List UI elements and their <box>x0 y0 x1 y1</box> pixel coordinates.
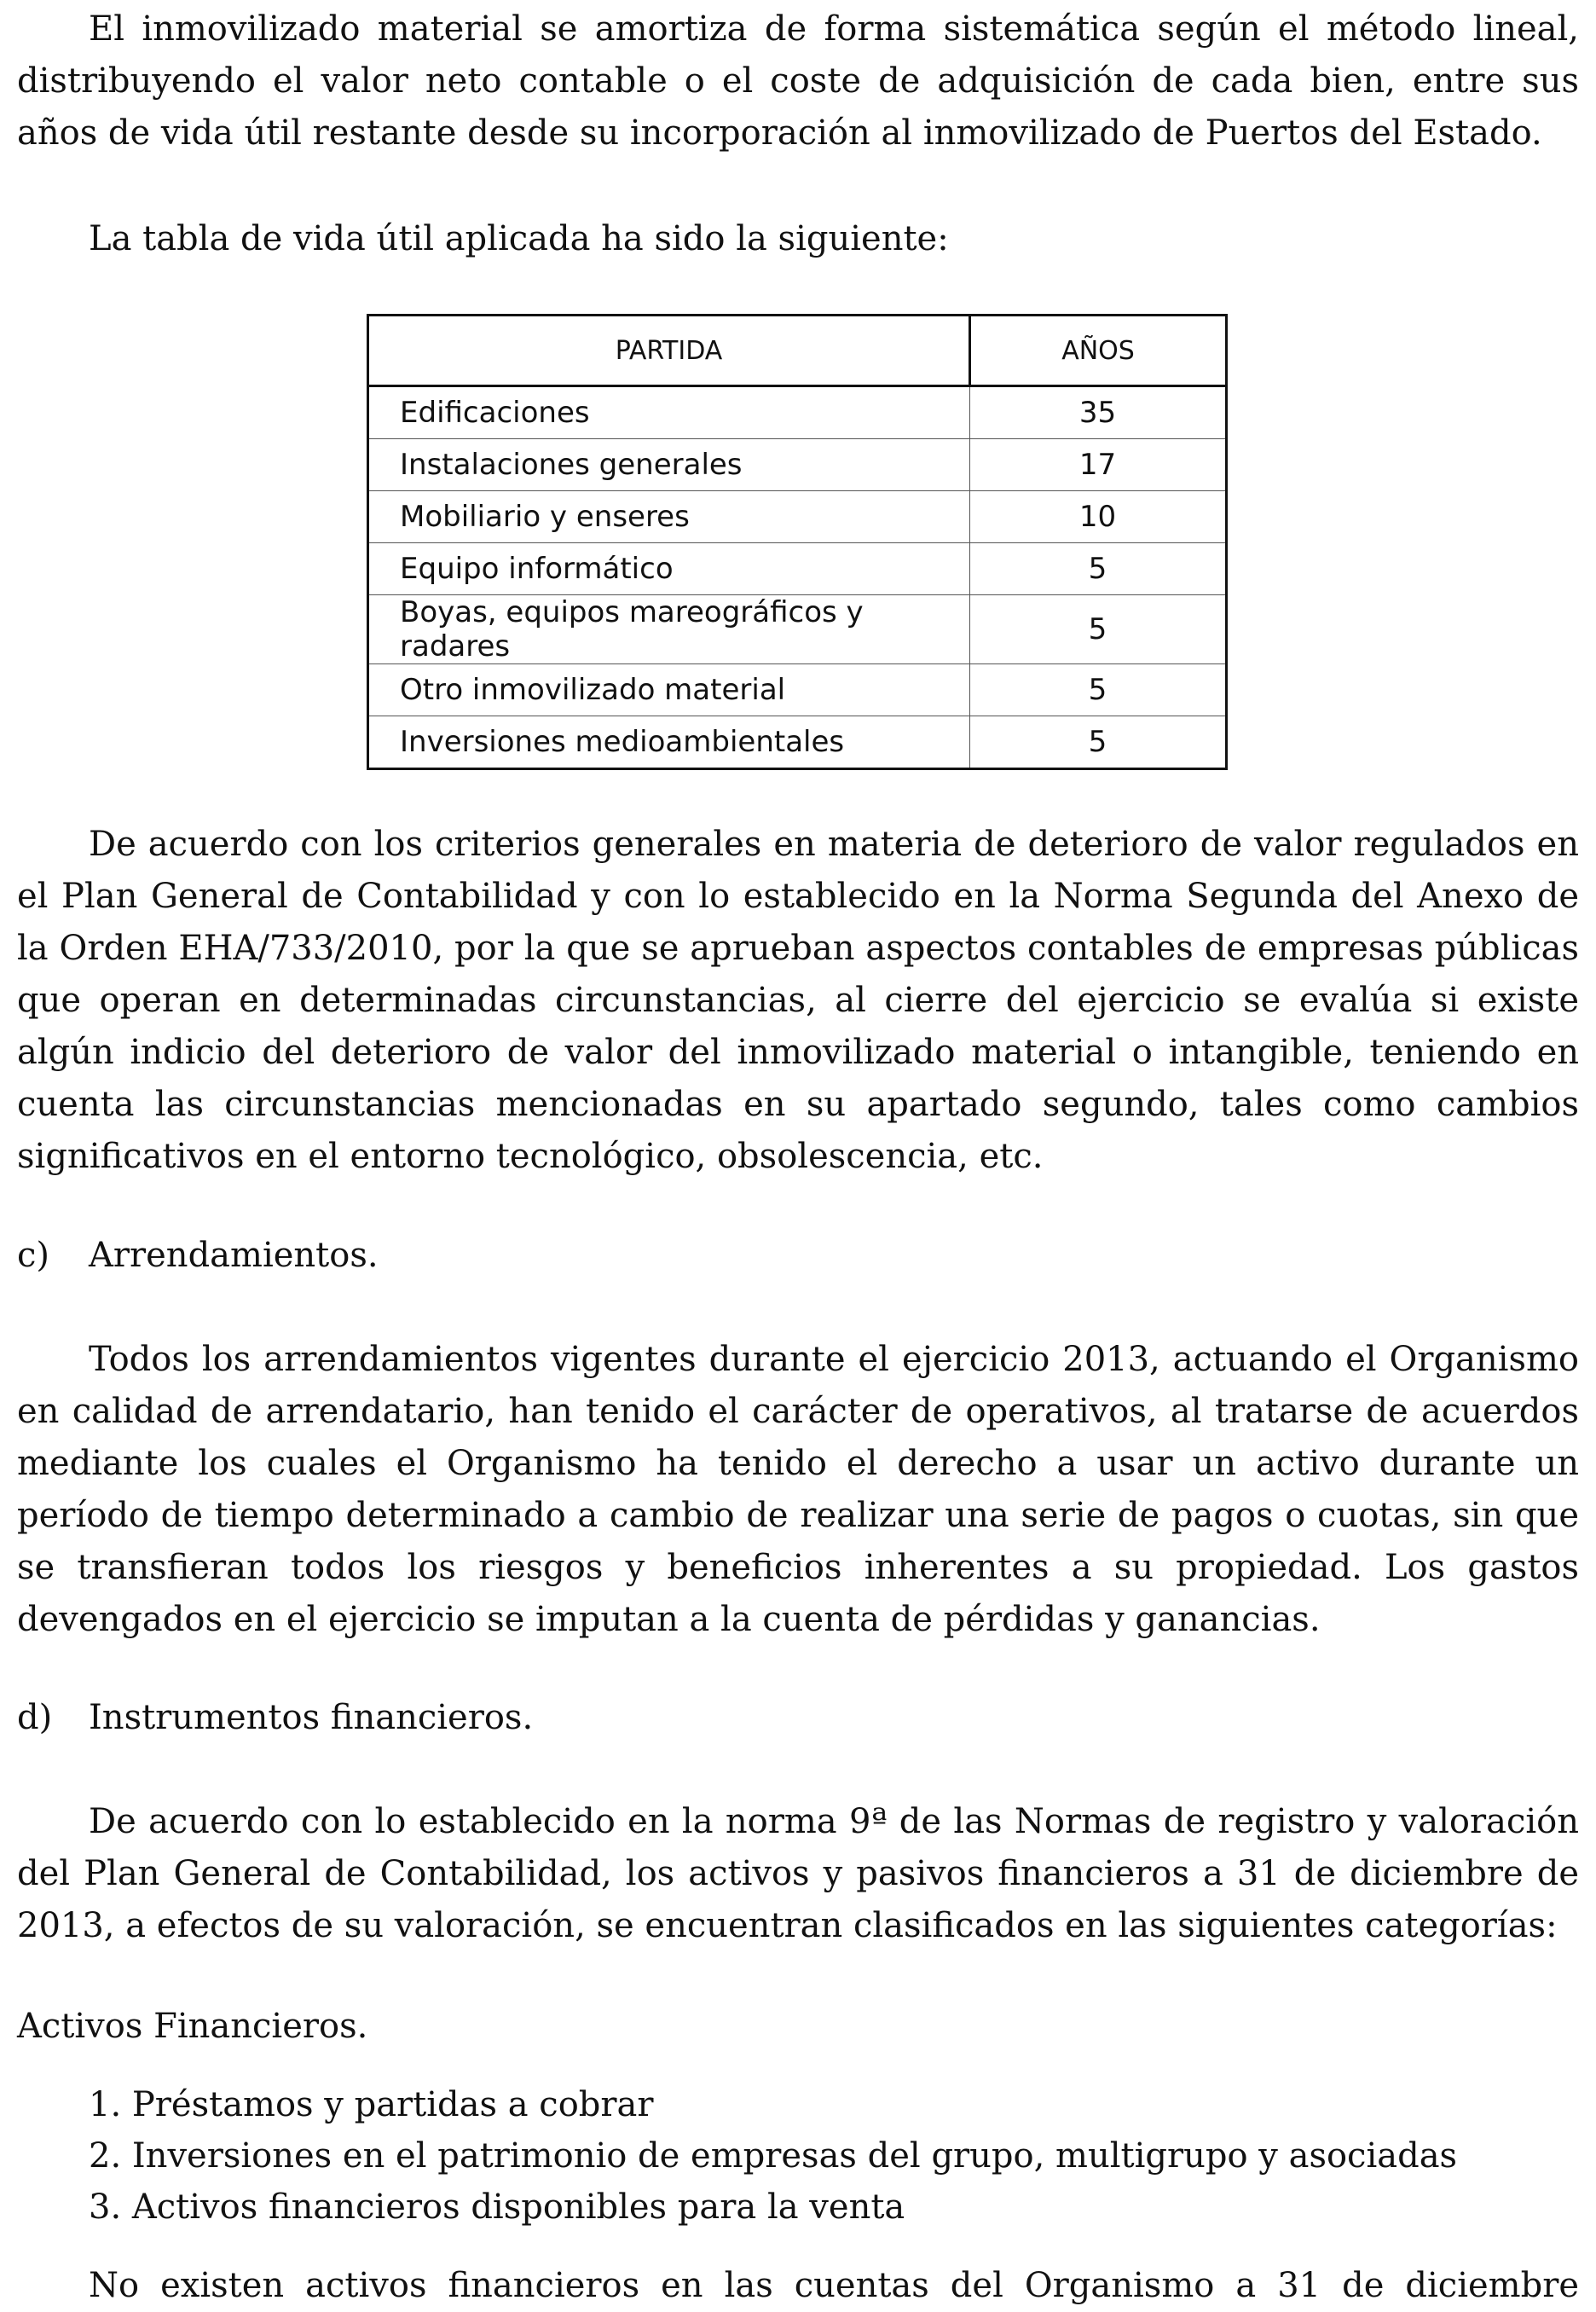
activos-list <box>17 2079 1579 2233</box>
cell-partida: Boyas, equipos mareográficos y radares <box>368 595 970 664</box>
section-title: Arrendamientos. <box>89 1236 379 1275</box>
table-row <box>368 543 1227 595</box>
paragraph-amortizacion: El inmovilizado material se amortiza de forma sistemática según el método lineal, distribuyendo el valor neto contable o el coste de adquisición de cada bien, entre sus años de vida útil restante desde su incorporación al inmovilizado de Puertos del Estado. <box>17 9 1579 153</box>
cell-partida: Equipo informático <box>368 543 970 595</box>
table-header-row <box>368 316 1227 386</box>
table-row <box>368 716 1227 769</box>
table-row <box>368 664 1227 716</box>
cell-anos: 35 <box>970 386 1227 439</box>
section-heading-arrendamientos <box>17 1230 379 1282</box>
section-heading-instrumentos <box>17 1692 533 1744</box>
vida-util-table <box>367 314 1228 770</box>
list-item: 1. Préstamos y partidas a cobrar <box>89 2085 654 2124</box>
cell-partida: Edificaciones <box>368 386 970 439</box>
header-partida: PARTIDA <box>368 316 970 386</box>
section-title: Instrumentos financieros. <box>89 1698 534 1737</box>
cell-partida: Instalaciones generales <box>368 439 970 491</box>
paragraph-arrendamientos: Todos los arrendamientos vigentes durante el ejercicio 2013, actuando el Organismo en calidad de arrendatario, han tenido el carácter de operativos, al tratarse de acuerdos mediante los cuales el Organismo ha tenido el derecho a usar un activo durante un período de tiempo determinado a cambio de realizar una serie de pagos o cuotas, sin que se transfieran todos los riesgos y beneficios inherentes a su propiedad. Los gastos devengados en el ejercicio se imputan a la cuenta de pérdidas y ganancias. <box>17 1340 1579 1639</box>
paragraph-deterioro: De acuerdo con los criterios generales en materia de deterioro de valor regulados en el Plan General de Contabilidad y con lo establecido en la Norma Segunda del Anexo de la Orden EHA/733/2010, por la que se aprueban aspectos contables de empresas públicas que operan en determinadas circunstancias, al cierre del ejercicio se evalúa si existe algún indicio del deterioro de valor del inmovilizado material o intangible, teniendo en cuenta las circunstancias mencionadas en su apartado segundo, tales como cambios significativos en el entorno tecnológico, obsolescencia, etc. <box>17 825 1579 1176</box>
header-anos: AÑOS <box>970 316 1227 386</box>
cell-partida: Mobiliario y enseres <box>368 491 970 543</box>
heading-activos-financieros: Activos Financieros. <box>17 2007 368 2046</box>
paragraph-no-existen: No existen activos financieros en las cuentas del Organismo a 31 de diciembre <box>89 2266 1579 2305</box>
cell-anos: 17 <box>970 439 1227 491</box>
table-row <box>368 439 1227 491</box>
section-label: d) <box>17 1698 53 1737</box>
table-row <box>368 491 1227 543</box>
paragraph-tabla-intro: La tabla de vida útil aplicada ha sido la siguiente: <box>89 219 949 258</box>
section-label: c) <box>17 1236 50 1275</box>
cell-anos: 5 <box>970 543 1227 595</box>
cell-anos: 5 <box>970 664 1227 716</box>
cell-anos: 5 <box>970 595 1227 664</box>
cell-anos: 10 <box>970 491 1227 543</box>
cell-anos: 5 <box>970 716 1227 769</box>
table-row <box>368 595 1227 664</box>
list-item: 2. Inversiones en el patrimonio de empresas del grupo, multigrupo y asociadas <box>89 2136 1458 2176</box>
cell-partida: Inversiones medioambientales <box>368 716 970 769</box>
list-item: 3. Activos financieros disponibles para la venta <box>89 2187 905 2227</box>
cell-partida: Otro inmovilizado material <box>368 664 970 716</box>
table-row <box>368 386 1227 439</box>
paragraph-instrumentos: De acuerdo con lo establecido en la norma 9ª de las Normas de registro y valoración del Plan General de Contabilidad, los activos y pasivos financieros a 31 de diciembre de 2013, a efectos de su valoración, se encuentran clasificados en las siguientes categorías: <box>17 1802 1579 1945</box>
